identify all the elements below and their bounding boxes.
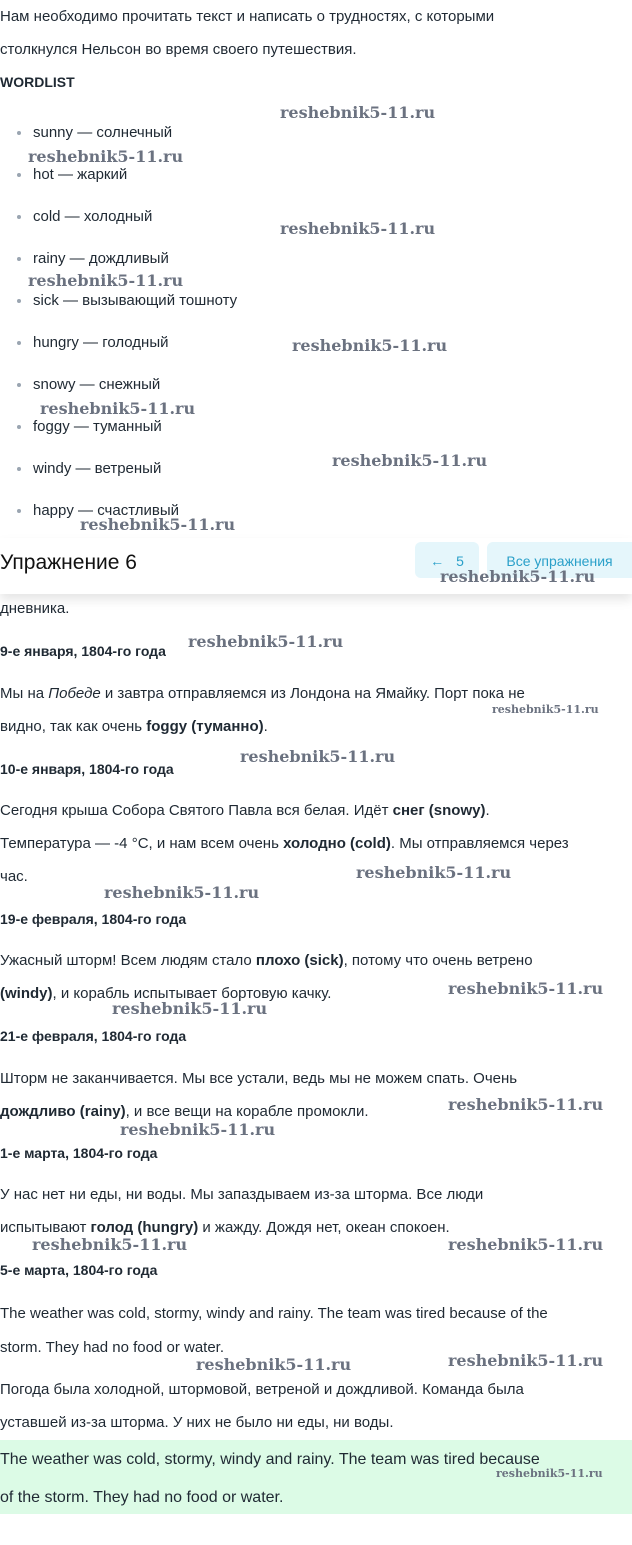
entry-date: 5-е марта, 1804-го года (0, 1262, 158, 1278)
intro-line-1: Нам необходимо прочитать текст и написать о трудностях, с которыми (0, 8, 495, 25)
watermark: reshebnik5-11.ru (80, 515, 236, 534)
highlighted-answer (0, 1440, 632, 1514)
watermark: reshebnik5-11.ru (356, 863, 512, 882)
all-exercises-button[interactable]: Все упражнения (487, 542, 632, 578)
entry-line: Температура — -4 °C, и нам всем очень холодно (cold). Мы отправляемся через (0, 835, 569, 852)
arrow-left-icon: ← (430, 553, 445, 569)
prev-exercise-button[interactable]: ← 5 (415, 542, 479, 578)
list-item: hungry — голодный (0, 322, 237, 364)
entry-line: Ужасный шторм! Всем людям стало плохо (sick), потому что очень ветрено (0, 952, 533, 969)
watermark: reshebnik5-11.ru (492, 703, 599, 716)
watermark: reshebnik5-11.ru (28, 147, 184, 166)
watermark: reshebnik5-11.ru (448, 1351, 604, 1370)
watermark: reshebnik5-11.ru (40, 399, 196, 418)
cut-line: дневника. (0, 600, 70, 617)
watermark: reshebnik5-11.ru (120, 1120, 276, 1139)
watermark: reshebnik5-11.ru (448, 1235, 604, 1254)
entry-date: 9-е января, 1804-го года (0, 643, 166, 659)
entry-date: 10-е января, 1804-го года (0, 761, 174, 777)
watermark: reshebnik5-11.ru (496, 1467, 603, 1480)
intro-line-2: столкнулся Нельсон во время своего путешествия. (0, 41, 357, 58)
list-item: windy — ветреный (0, 448, 237, 490)
watermark: reshebnik5-11.ru (292, 336, 448, 355)
answer-en-line-1: The weather was cold, stormy, windy and rainy. The team was tired because of the (0, 1305, 548, 1322)
list-item: snowy — снежный (0, 364, 237, 406)
highlighted-answer-line-2: of the storm. They had no food or water. (0, 1489, 284, 1506)
watermark: reshebnik5-11.ru (448, 979, 604, 998)
exercise-title: Упражнение 6 (0, 551, 137, 574)
list-item: happy — счастливый (0, 490, 237, 532)
entry-date: 21-е февраля, 1804-го года (0, 1028, 187, 1044)
answer-en-line-2: storm. They had no food or water. (0, 1339, 225, 1356)
watermark: reshebnik5-11.ru (448, 1095, 604, 1114)
list-item: foggy — туманный (0, 406, 237, 448)
highlighted-answer-line-1: The weather was cold, stormy, windy and rainy. The team was tired because (0, 1451, 540, 1468)
watermark: reshebnik5-11.ru (112, 999, 268, 1018)
entry-line: испытывают голод (hungry) и жажду. Дождя нет, океан спокоен. (0, 1219, 450, 1236)
wordlist (0, 112, 237, 532)
watermark: reshebnik5-11.ru (240, 747, 396, 766)
exercise-nav-bar (0, 538, 632, 594)
entry-line: дождливо (rainy), и все вещи на корабле промокли. (0, 1103, 369, 1120)
list-item: hot — жаркий (0, 154, 237, 196)
watermark: reshebnik5-11.ru (280, 219, 436, 238)
entry-date: 1-е марта, 1804-го года (0, 1145, 158, 1161)
list-item: rainy — дождливый (0, 238, 237, 280)
watermark: reshebnik5-11.ru (188, 632, 344, 651)
watermark: reshebnik5-11.ru (332, 451, 488, 470)
entry-line: час. (0, 868, 28, 885)
watermark: reshebnik5-11.ru (280, 103, 436, 122)
entry-line: видно, так как очень foggy (туманно). (0, 718, 268, 735)
watermark: reshebnik5-11.ru (104, 883, 260, 902)
watermark: reshebnik5-11.ru (440, 567, 596, 586)
watermark: reshebnik5-11.ru (32, 1235, 188, 1254)
watermark: reshebnik5-11.ru (28, 271, 184, 290)
entry-line: Мы на Победе и завтра отправляемся из Лондона на Ямайку. Порт пока не (0, 685, 525, 702)
entry-line: Шторм не заканчивается. Мы все устали, ведь мы не можем спать. Очень (0, 1070, 518, 1087)
watermark: reshebnik5-11.ru (196, 1355, 352, 1374)
list-item: cold — холодный (0, 196, 237, 238)
entry-line: У нас нет ни еды, ни воды. Мы запаздываем из-за шторма. Все люди (0, 1186, 484, 1203)
answer-ru-line-2: уставшей из-за шторма. У них не было ни еды, ни воды. (0, 1414, 394, 1431)
list-item: sunny — солнечный (0, 112, 237, 154)
entry-line: (windy), и корабль испытывает бортовую качку. (0, 985, 332, 1002)
list-item: sick — вызывающий тошноту (0, 280, 237, 322)
wordlist-heading: WORDLIST (0, 74, 75, 90)
entry-date: 19-е февраля, 1804-го года (0, 911, 187, 927)
entry-line: Сегодня крыша Собора Святого Павла вся белая. Идёт снег (snowy). (0, 802, 490, 819)
answer-ru-line-1: Погода была холодной, штормовой, ветреной и дождливой. Команда была (0, 1381, 524, 1398)
